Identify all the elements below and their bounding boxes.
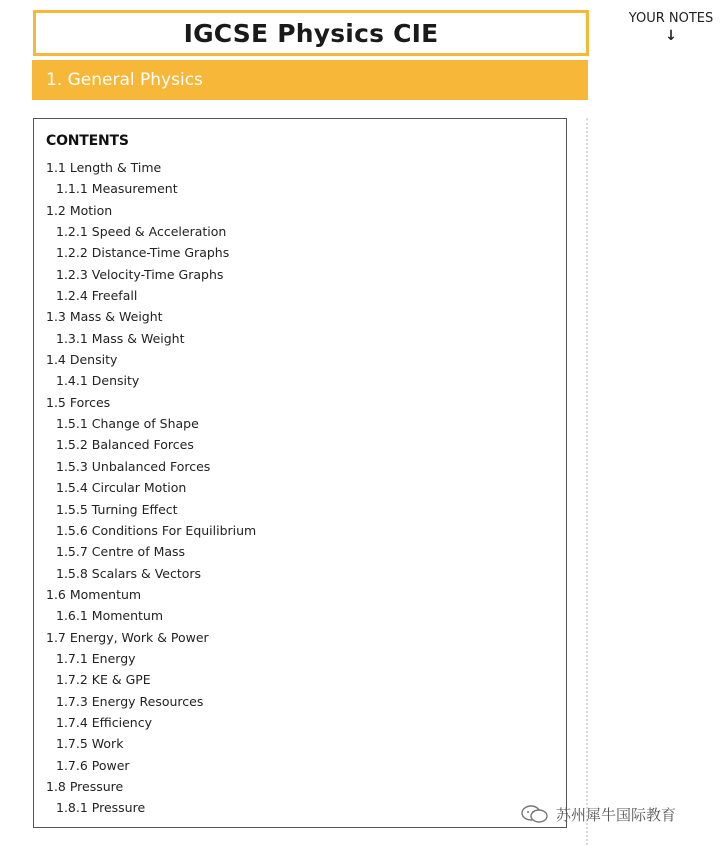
contents-heading: CONTENTS xyxy=(46,133,129,149)
section-header-bar xyxy=(32,60,588,100)
toc-subsection-link[interactable]: 1.7.5 Work xyxy=(56,736,124,752)
toc-subsection-link[interactable]: 1.5.8 Scalars & Vectors xyxy=(56,565,202,581)
toc-subsection-link[interactable]: 1.2.4 Freefall xyxy=(56,288,138,304)
toc-section-link[interactable]: 1.7 Energy, Work & Power xyxy=(46,629,209,645)
toc-subsection-link[interactable]: 1.7.4 Efficiency xyxy=(56,714,152,730)
wechat-icon xyxy=(520,804,550,824)
table-of-contents xyxy=(46,157,554,819)
your-notes-text: YOUR NOTES xyxy=(628,11,714,26)
toc-subsection-link[interactable]: 1.5.1 Change of Shape xyxy=(56,416,199,432)
toc-subsection-link[interactable]: 1.7.2 KE & GPE xyxy=(56,672,151,688)
your-notes-label xyxy=(620,10,722,44)
watermark-text: 苏州犀牛国际教育 xyxy=(556,805,677,824)
page-title: IGCSE Physics CIE xyxy=(183,18,439,48)
watermark xyxy=(520,800,676,828)
toc-section-link[interactable]: 1.6 Momentum xyxy=(46,586,142,602)
section-title: 1. General Physics xyxy=(46,70,203,90)
toc-subsection-link[interactable]: 1.5.5 Turning Effect xyxy=(56,501,178,517)
toc-section-link[interactable]: 1.8 Pressure xyxy=(46,778,124,794)
toc-section-link[interactable]: 1.4 Density xyxy=(46,352,118,368)
arrow-down-icon: ↓ xyxy=(665,28,677,44)
toc-subsection-link[interactable]: 1.5.6 Conditions For Equilibrium xyxy=(56,522,257,538)
contents-box xyxy=(33,118,567,828)
toc-subsection-link[interactable]: 1.3.1 Mass & Weight xyxy=(56,330,185,346)
toc-section-link[interactable]: 1.1 Length & Time xyxy=(46,160,162,175)
toc-subsection-link[interactable]: 1.8.1 Pressure xyxy=(56,800,146,816)
title-box xyxy=(33,10,589,56)
toc-subsection-link[interactable]: 1.1.1 Measurement xyxy=(56,181,178,197)
toc-subsection-link[interactable]: 1.7.1 Energy xyxy=(56,650,136,666)
toc-section-link[interactable]: 1.3 Mass & Weight xyxy=(46,309,163,325)
toc-subsection-link[interactable]: 1.7.3 Energy Resources xyxy=(56,693,204,709)
toc-subsection-link[interactable]: 1.5.2 Balanced Forces xyxy=(56,437,194,453)
toc-subsection-link[interactable]: 1.5.3 Unbalanced Forces xyxy=(56,458,211,474)
toc-subsection-link[interactable]: 1.7.6 Power xyxy=(56,757,130,773)
toc-subsection-link[interactable]: 1.2.2 Distance-Time Graphs xyxy=(56,245,230,261)
toc-subsection-link[interactable]: 1.2.1 Speed & Acceleration xyxy=(56,224,227,240)
toc-subsection-link[interactable]: 1.4.1 Density xyxy=(56,373,140,389)
toc-subsection-link[interactable]: 1.5.4 Circular Motion xyxy=(56,480,187,496)
toc-subsection-link[interactable]: 1.6.1 Momentum xyxy=(56,608,164,624)
toc-section-link[interactable]: 1.5 Forces xyxy=(46,394,111,410)
notes-column-divider xyxy=(586,118,588,845)
toc-subsection-link[interactable]: 1.5.7 Centre of Mass xyxy=(56,544,186,560)
toc-subsection-link[interactable]: 1.2.3 Velocity-Time Graphs xyxy=(56,266,224,282)
toc-section-link[interactable]: 1.2 Motion xyxy=(46,202,113,218)
